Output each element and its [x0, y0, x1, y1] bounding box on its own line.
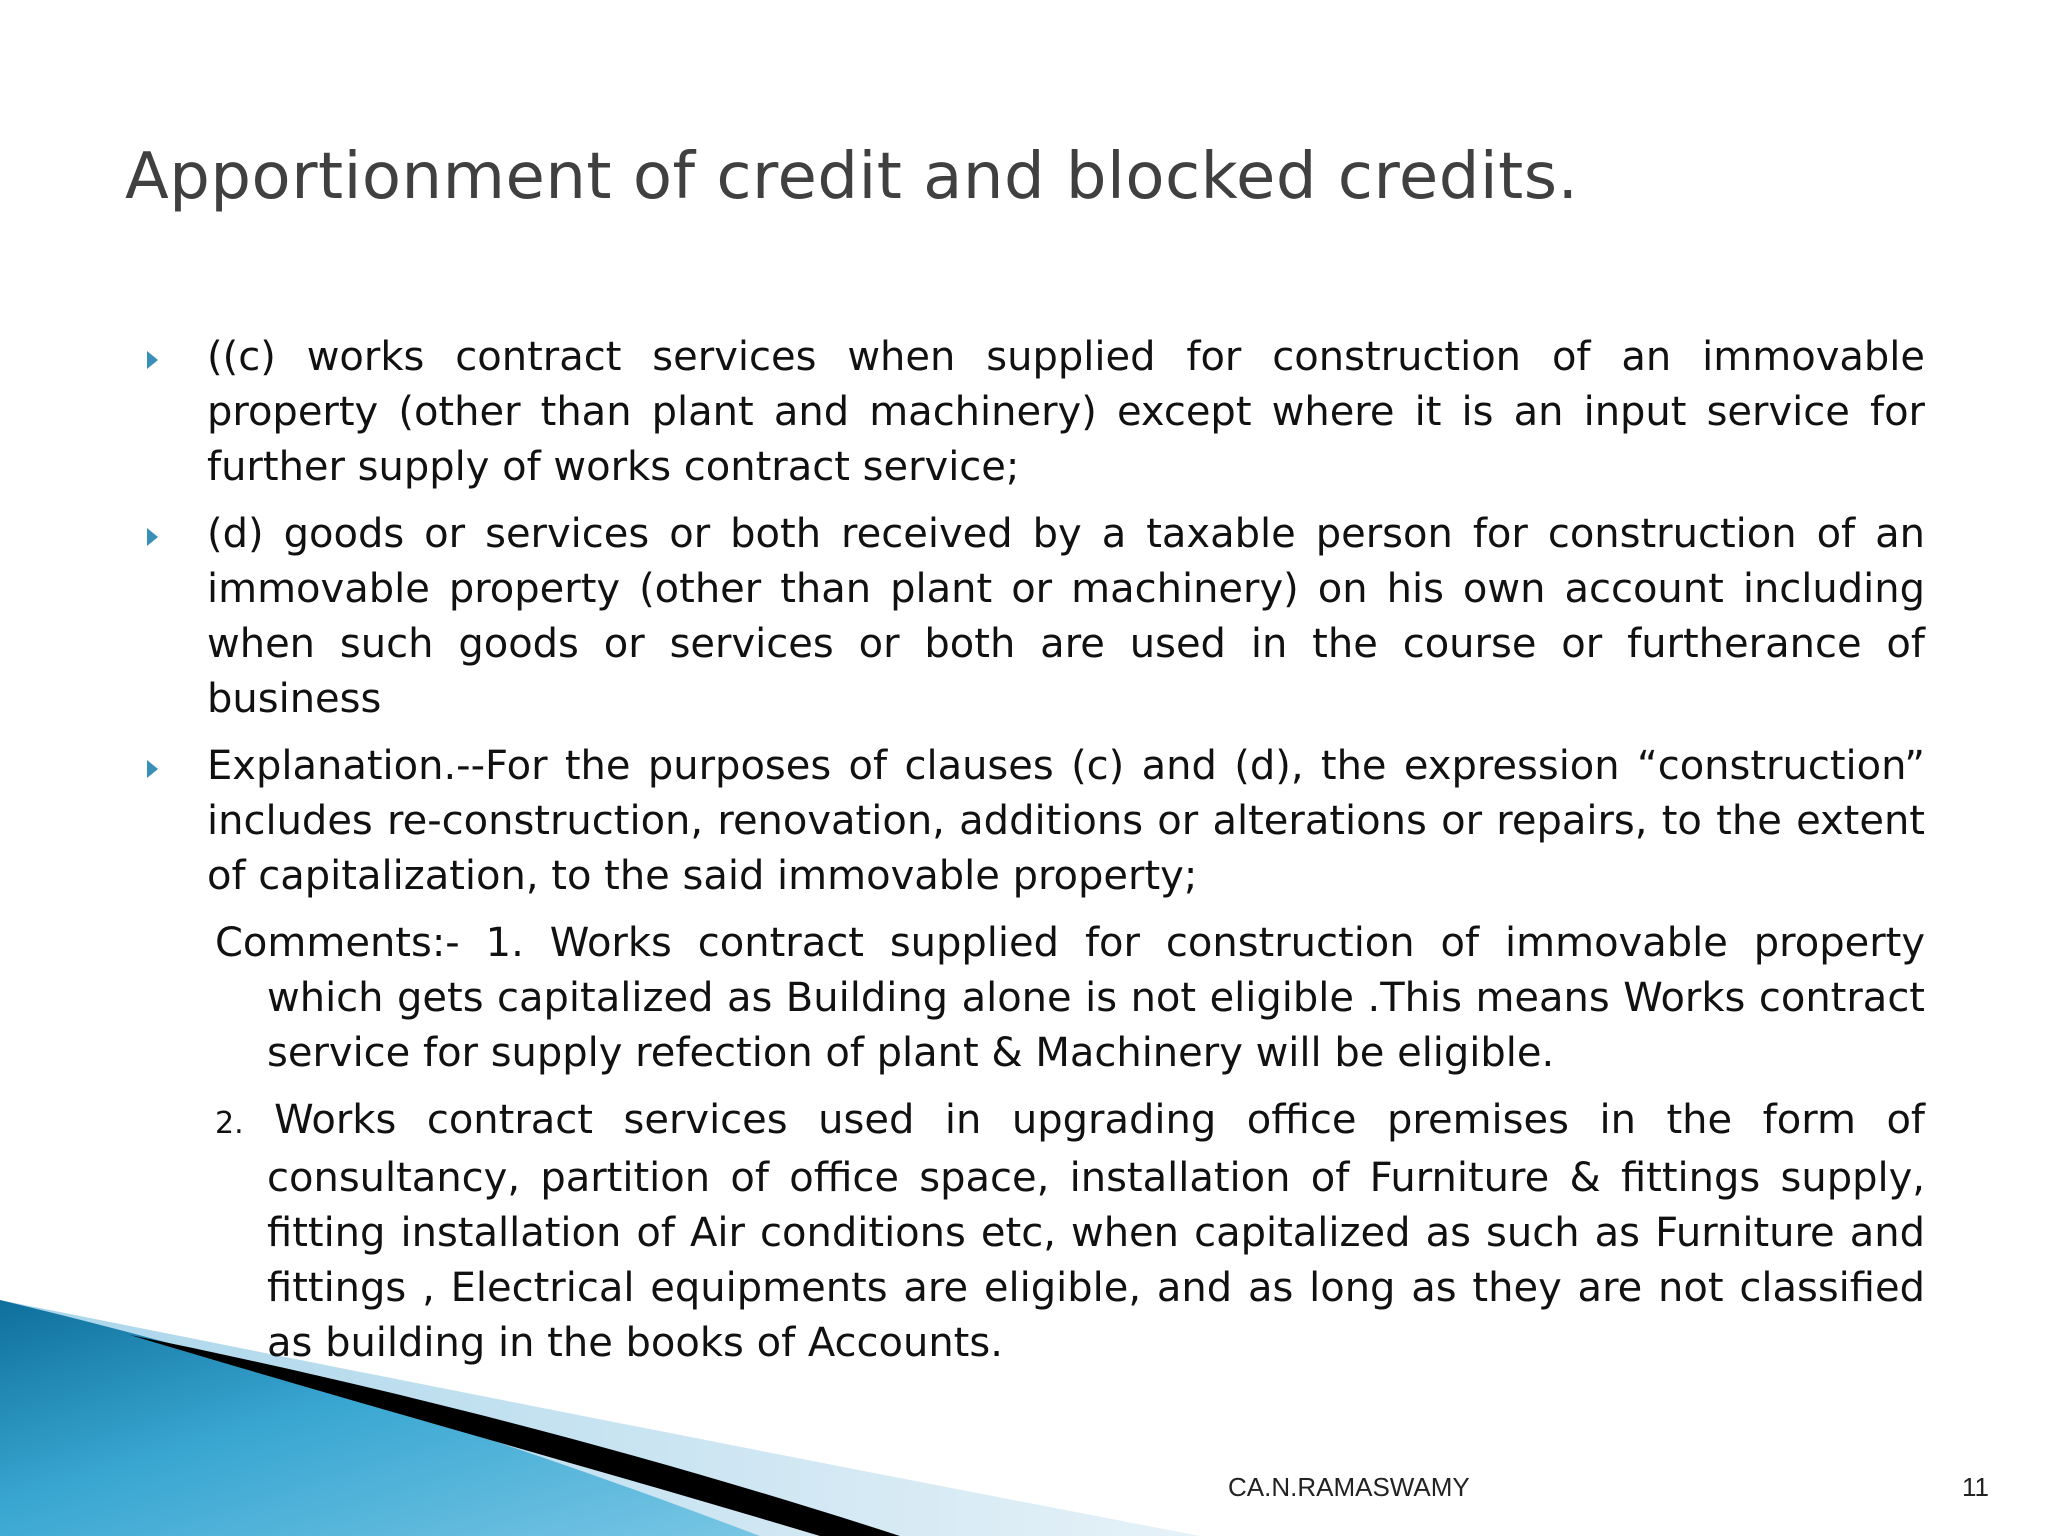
- slide-title: Apportionment of credit and blocked credits.: [125, 140, 1579, 214]
- footer-author: CA.N.RAMASWAMY: [1228, 1472, 1470, 1502]
- triangle-right-icon: [147, 528, 158, 546]
- comment-2-text: Works contract services used in upgrading office premises in the form of consultancy, partition of office space, installation of Furniture & fittings supply, fitting installation of Air conditions etc, when capitalized as such as Furniture and fittings , Electrical equipments are eligible, and as long as they are not classified as building in the books of Accounts.: [267, 1097, 1926, 1366]
- bullet-item: [207, 507, 1925, 727]
- page-number: 11: [1962, 1472, 1989, 1502]
- bullet-text: (d) goods or services or both received by a taxable person for construction of an immovable property (other than plant or machinery) on his own account including when such goods or services or both are used in the course or furtherance of business: [207, 511, 1925, 722]
- bullet-item: [207, 330, 1925, 495]
- comment-2: [215, 1093, 1925, 1371]
- slide-body: [207, 330, 1925, 1383]
- bullet-item: [207, 739, 1925, 904]
- bullet-text: ((c) works contract services when supplied for construction of an immovable property (other than plant and machinery) except where it is an input service for further supply of works contract service;: [207, 334, 1925, 490]
- triangle-right-icon: [147, 351, 158, 369]
- bullet-text: Explanation.--For the purposes of clauses (c) and (d), the expression “construction” includes re-construction, renovation, additions or alterations or repairs, to the extent of capitalization, to the said immovable property;: [207, 743, 1925, 899]
- comment-1: [215, 916, 1925, 1081]
- triangle-right-icon: [147, 760, 158, 778]
- comment-1-text: Comments:- 1. Works contract supplied for construction of immovable property which gets capitalized as Building alone is not eligible .This means Works contract service for supply refection of plant & Machinery will be eligible.: [215, 920, 1925, 1076]
- comment-2-number: 2.: [215, 1106, 244, 1141]
